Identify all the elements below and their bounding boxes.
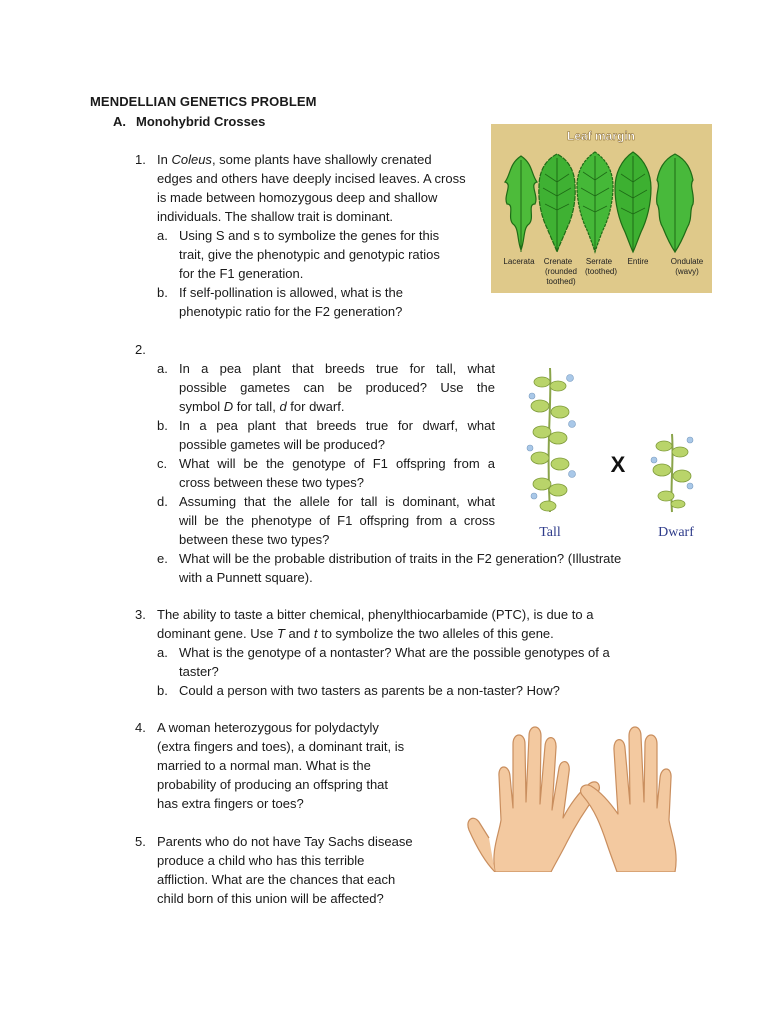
question-number: 4. xyxy=(135,720,146,735)
text-line: Using S and s to symbolize the genes for this xyxy=(179,228,440,243)
sub-letter: c. xyxy=(157,456,168,471)
leaf-sublabel-wavy: (wavy) xyxy=(675,267,699,276)
tall-label: Tall xyxy=(539,525,561,540)
text-line: possible gametes can be produced? Use the xyxy=(179,380,495,395)
text-run: In xyxy=(157,152,172,167)
text-line: cross between these two types? xyxy=(179,475,364,490)
text-line: probability of producing an offspring that xyxy=(157,777,389,792)
text-line: individuals. The shallow trait is dominant. xyxy=(157,209,394,224)
text-line: What will be the probable distribution of traits in the F2 generation? (Illustrate xyxy=(179,551,622,566)
text-line: married to a normal man. What is the xyxy=(157,758,371,773)
question-text xyxy=(157,718,437,813)
text-line: taster? xyxy=(179,664,219,679)
text-run: dominant gene. Use xyxy=(157,626,277,641)
text-line: What is the genotype of a nontaster? What are the possible genotypes of a xyxy=(179,645,610,660)
text-line: (extra fingers and toes), a dominant trait, is xyxy=(157,739,405,754)
italic-symbol: t xyxy=(313,626,318,641)
pea-plant-figure xyxy=(512,362,712,544)
leaf-sublabel-rounded: (rounded xyxy=(544,267,578,276)
text-line: for the F1 generation. xyxy=(179,266,304,281)
question-number: 5. xyxy=(135,834,146,849)
leaf-label-ondulate: Ondulate xyxy=(670,257,704,266)
question-number: 3. xyxy=(135,607,146,622)
leaf-margin-illustration xyxy=(491,124,712,293)
sub-letter: b. xyxy=(157,285,168,300)
italic-symbol: d xyxy=(279,399,287,414)
dwarf-label: Dwarf xyxy=(658,525,694,540)
text-line: In a pea plant that breeds true for dwarf, what xyxy=(179,418,495,433)
italic-symbol: T xyxy=(276,626,285,641)
text-line: If self-pollination is allowed, what is the xyxy=(179,285,404,300)
text-line: Could a person with two tasters as parents be a non-taster? How? xyxy=(179,683,560,698)
leaf-sublabel-toothed-2: toothed) xyxy=(546,277,576,286)
hands-illustration xyxy=(455,722,715,872)
sub-letter: a. xyxy=(157,361,168,376)
question-number: 2. xyxy=(135,342,146,357)
text-line: with a Punnett square). xyxy=(179,570,313,585)
text-line: phenotypic ratio for the F2 generation? xyxy=(179,304,403,319)
text-line: Parents who do not have Tay Sachs disease xyxy=(157,834,413,849)
text-line: possible gametes will be produced? xyxy=(179,437,385,452)
text-line: trait, give the phenotypic and genotypic ratios xyxy=(179,247,440,262)
text-line: A woman heterozygous for polydactyly xyxy=(157,720,379,735)
text-run: for tall, xyxy=(233,399,280,414)
sub-letter: b. xyxy=(157,418,168,433)
sub-letter: a. xyxy=(157,645,168,660)
dwarf-plant xyxy=(651,434,693,512)
text-line: child born of this union will be affected? xyxy=(157,891,384,906)
text-run: for dwarf. xyxy=(286,399,345,414)
text-line: Assuming that the allele for tall is dominant, what xyxy=(179,494,495,509)
text-line: has extra fingers or toes? xyxy=(157,796,304,811)
leaf-label-serrate: Serrate xyxy=(585,257,613,266)
italic-symbol: D xyxy=(223,399,234,414)
text-run: and xyxy=(284,626,314,641)
text-line: edges and others have deeply incised leaves. A cross xyxy=(157,171,466,186)
leaf-label-entire: Entire xyxy=(627,257,649,266)
sub-letter: a. xyxy=(157,228,168,243)
leaf-label-lacerata: Lacerata xyxy=(503,257,535,266)
right-hand-normal xyxy=(581,727,677,872)
leaf-margin-figure xyxy=(491,124,712,293)
text-line: between these two types? xyxy=(179,532,330,547)
document-title: MENDELLIAN GENETICS PROBLEM xyxy=(90,94,317,109)
text-line: The ability to taste a bitter chemical, phenylthiocarbamide (PTC), is due to a xyxy=(157,607,594,622)
sub-letter: e. xyxy=(157,551,168,566)
question-number: 1. xyxy=(135,152,146,167)
leaf-sublabel-toothed: (toothed) xyxy=(584,267,618,276)
text-run: symbol xyxy=(179,399,224,414)
text-line: affliction. What are the chances that each xyxy=(157,872,396,887)
sub-letter: b. xyxy=(157,683,168,698)
section-letter: A. xyxy=(113,114,126,129)
section-heading xyxy=(113,114,265,129)
text-line: produce a child who has this terrible xyxy=(157,853,365,868)
text-line: What will be the genotype of F1 offspring from a xyxy=(179,456,495,471)
cross-mark: X xyxy=(610,452,626,477)
text-run: to symbolize the two alleles of this gene. xyxy=(317,626,554,641)
text-line: In a pea plant that breeds true for tall, what xyxy=(179,361,495,376)
leaf-label-crenate: Crenate xyxy=(543,257,573,266)
question-text xyxy=(157,150,487,226)
pea-plant-illustration xyxy=(512,362,712,544)
section-label: Monohybrid Crosses xyxy=(136,114,266,129)
hands-figure xyxy=(455,722,715,872)
question-text xyxy=(157,832,437,908)
leaf-fig-title: Leaf margin xyxy=(566,129,636,143)
left-hand-polydactyl xyxy=(468,727,600,872)
sub-letter: d. xyxy=(157,494,168,509)
question-text xyxy=(157,605,697,643)
text-line: is made between homozygous deep and shallow xyxy=(157,190,438,205)
text-line: will be the phenotype of F1 offspring from a cross xyxy=(179,513,495,528)
tall-plant xyxy=(527,368,576,512)
italic-term: Coleus xyxy=(171,152,212,167)
text-run: , some plants have shallowly crenated xyxy=(211,152,432,167)
